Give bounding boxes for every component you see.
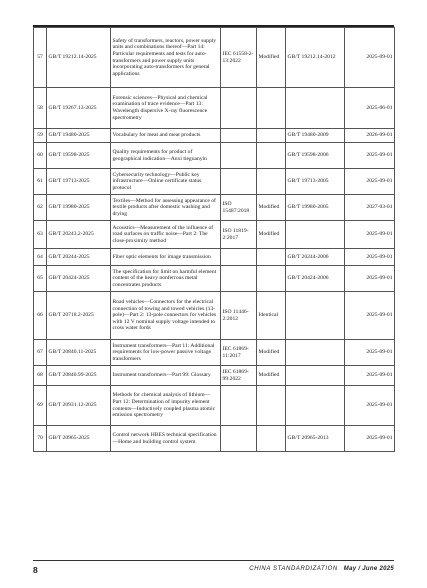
international-standard <box>221 386 257 426</box>
row-number: 57 <box>34 28 47 88</box>
standard-code: GB/T 19267.13-2025 <box>47 88 111 129</box>
adoption-relation <box>257 249 286 266</box>
row-number: 69 <box>34 386 47 426</box>
replaced-standard <box>286 340 345 366</box>
standard-title: Vocabulary for meat and meat products <box>111 129 221 143</box>
adoption-relation <box>257 129 286 143</box>
standard-code: GB/T 20243.2-2025 <box>47 221 111 249</box>
table-row <box>34 221 395 249</box>
standard-code: GB/T 19212.14-2025 <box>47 28 111 88</box>
table-row <box>34 366 395 386</box>
journal-name: CHINA STANDARDIZATION <box>249 566 338 572</box>
standard-code: GB/T 20931.12-2025 <box>47 386 111 426</box>
international-standard <box>221 143 257 169</box>
replaced-standard: GB/T 19713-2005 <box>286 169 345 195</box>
international-standard <box>221 426 257 452</box>
adoption-relation <box>257 386 286 426</box>
implementation-date: 2025-09-01 <box>345 249 395 266</box>
standard-title: Instrument transformers—Part 11: Additional requirements for low-power passive voltage transformers <box>111 340 221 366</box>
replaced-standard <box>286 221 345 249</box>
standard-title: Textiles—Method for assessing appearance of textile products after domestic washing and drying <box>111 195 221 221</box>
adoption-relation <box>257 169 286 195</box>
replaced-standard: GB/T 19598-2006 <box>286 143 345 169</box>
standard-code: GB/T 20718.2-2025 <box>47 292 111 340</box>
replaced-standard: GB/T 20965-2013 <box>286 426 345 452</box>
standard-code: GB/T 20965-2025 <box>47 426 111 452</box>
implementation-date: 2025-09-01 <box>345 366 395 386</box>
row-number: 63 <box>34 221 47 249</box>
international-standard <box>221 129 257 143</box>
table-row <box>34 143 395 169</box>
replaced-standard <box>286 292 345 340</box>
implementation-date: 2025-06-01 <box>345 88 395 129</box>
international-standard: IEC 61869-11:2017 <box>221 340 257 366</box>
row-number: 61 <box>34 169 47 195</box>
standard-title: Control network HBES technical specification—Home and building control system <box>111 426 221 452</box>
international-standard: ISO 11446-2:2012 <box>221 292 257 340</box>
replaced-standard: GB/T 19980-2005 <box>286 195 345 221</box>
replaced-standard: GB/T 19480-2009 <box>286 129 345 143</box>
replaced-standard <box>286 386 345 426</box>
journal-footer <box>249 566 394 572</box>
adoption-relation: Modified <box>257 28 286 88</box>
replaced-standard: GB/T 19212.14-2012 <box>286 28 345 88</box>
adoption-relation: Modified <box>257 340 286 366</box>
standard-title: The specification for limit on harmful element content of the heavy nonferrous metal concentrates products <box>111 266 221 292</box>
table-row <box>34 340 395 366</box>
standard-title: Quality requirements for product of geographical indication—Anxi tieguanyin <box>111 143 221 169</box>
row-number: 59 <box>34 129 47 143</box>
replaced-standard: GB/T 20244-2006 <box>286 249 345 266</box>
table-row <box>34 129 395 143</box>
implementation-date: 2025-09-01 <box>345 266 395 292</box>
table-row <box>34 426 395 452</box>
standards-table <box>33 27 395 452</box>
international-standard <box>221 249 257 266</box>
adoption-relation: Modified <box>257 195 286 221</box>
standard-title: Instrument transformers—Part 99: Glossary <box>111 366 221 386</box>
row-number: 68 <box>34 366 47 386</box>
table-row <box>34 266 395 292</box>
standard-code: GB/T 19713-2025 <box>47 169 111 195</box>
standard-title: Acoustics—Measurement of the influence of road surfaces on traffic noise—Part 2: The close-proximity method <box>111 221 221 249</box>
standard-code: GB/T 19980-2025 <box>47 195 111 221</box>
replaced-standard: GB/T 20424-2006 <box>286 266 345 292</box>
journal-issue: May / June 2025 <box>343 566 394 572</box>
standard-code: GB/T 20840.99-2025 <box>47 366 111 386</box>
implementation-date: 2025-09-01 <box>345 292 395 340</box>
row-number: 65 <box>34 266 47 292</box>
international-standard: IEC 61869-99:2022 <box>221 366 257 386</box>
implementation-date: 2027-03-01 <box>345 195 395 221</box>
table-row <box>34 169 395 195</box>
page-number: 8 <box>33 565 38 575</box>
standard-title: Forensic sciences—Physical and chemical examination of trace evidence—Part 13: Wavelength dispersive X-ray fluorescence spectrometry <box>111 88 221 129</box>
table-row <box>34 386 395 426</box>
standard-title: Road vehicles—Connectors for the electrical connection of towing and towed vehicles (13-pole)—Part 2: 13-pole connectors for vehicles with 12 V nominal supply voltage intended to cross water fords <box>111 292 221 340</box>
implementation-date: 2026-09-01 <box>345 129 395 143</box>
table-row <box>34 292 395 340</box>
row-number: 67 <box>34 340 47 366</box>
footer-rule <box>33 560 394 561</box>
standard-code: GB/T 19598-2025 <box>47 143 111 169</box>
row-number: 64 <box>34 249 47 266</box>
table-row <box>34 195 395 221</box>
standard-code: GB/T 19480-2025 <box>47 129 111 143</box>
adoption-relation <box>257 143 286 169</box>
row-number: 66 <box>34 292 47 340</box>
row-number: 62 <box>34 195 47 221</box>
standard-title: Methods for chemical analysis of lithium—Part 12: Determination of impurity element contents—Inductively coupled plasma atomic emission spectrometry <box>111 386 221 426</box>
implementation-date: 2025-09-01 <box>345 340 395 366</box>
adoption-relation <box>257 266 286 292</box>
row-number: 70 <box>34 426 47 452</box>
implementation-date: 2025-09-01 <box>345 426 395 452</box>
table-body <box>34 28 395 452</box>
international-standard <box>221 88 257 129</box>
standard-code: GB/T 20840.11-2025 <box>47 340 111 366</box>
table-row <box>34 88 395 129</box>
implementation-date: 2025-09-01 <box>345 221 395 249</box>
standard-title: Fiber optic elements for image transmission <box>111 249 221 266</box>
table-row <box>34 28 395 88</box>
row-number: 58 <box>34 88 47 129</box>
replaced-standard <box>286 366 345 386</box>
international-standard <box>221 266 257 292</box>
standard-title: Cybersecurity technology—Public key infrastructure—Online certificate status protocol <box>111 169 221 195</box>
standard-title: Safety of transformers, reactors, power supply units and combinations thereof—Part 14: Particular requirements and tests for auto-transformers and power supply units incorporating auto-transformers for general applications <box>111 28 221 88</box>
implementation-date: 2025-09-01 <box>345 169 395 195</box>
international-standard <box>221 169 257 195</box>
implementation-date: 2025-09-01 <box>345 386 395 426</box>
international-standard: IEC 61558-2-13:2022 <box>221 28 257 88</box>
adoption-relation: Identical <box>257 292 286 340</box>
adoption-relation <box>257 426 286 452</box>
international-standard: ISO 11819-2:2017 <box>221 221 257 249</box>
standard-code: GB/T 20424-2025 <box>47 266 111 292</box>
international-standard: ISO 15487:2018 <box>221 195 257 221</box>
adoption-relation: Modified <box>257 366 286 386</box>
replaced-standard <box>286 88 345 129</box>
adoption-relation: Modified <box>257 221 286 249</box>
table-row <box>34 249 395 266</box>
adoption-relation <box>257 88 286 129</box>
row-number: 60 <box>34 143 47 169</box>
implementation-date: 2025-09-01 <box>345 143 395 169</box>
implementation-date: 2025-09-01 <box>345 28 395 88</box>
standard-code: GB/T 20244-2025 <box>47 249 111 266</box>
